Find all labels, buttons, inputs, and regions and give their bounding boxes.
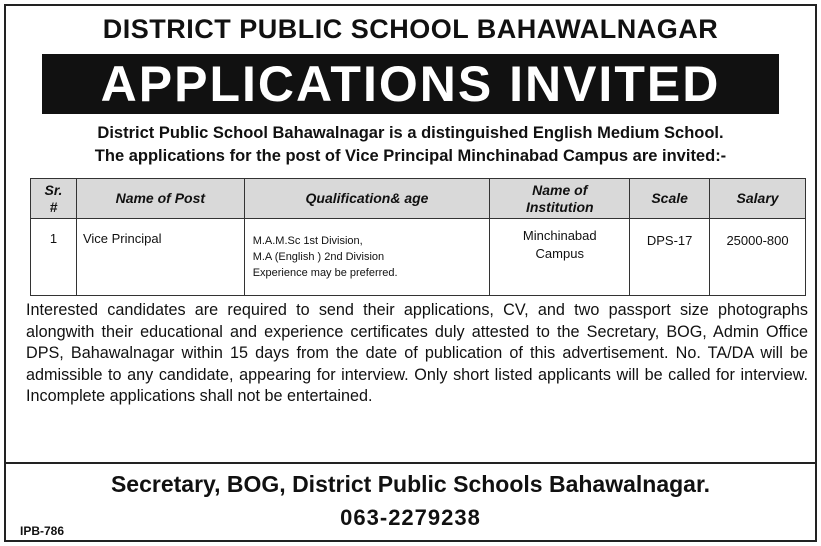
cell-scale: DPS-17: [630, 219, 710, 296]
phone-number: 063-2279238: [340, 505, 481, 530]
column-header-qualification: Qualification& age: [244, 179, 490, 219]
qualification-line-3: Experience may be preferred.: [252, 267, 398, 279]
column-header-institution: [490, 179, 630, 219]
applications-invited-banner: APPLICATIONS INVITED: [42, 54, 779, 114]
intro-line-1: District Public School Bahawalnagar is a distinguished English Medium School.: [97, 124, 724, 142]
intro-text: [6, 122, 815, 168]
instructions-paragraph: Interested candidates are required to send their applications, CV, and two passport size photographs alongwith their educational and experience certificates duly attested to the Secretary, BOG, Admin Office DPS, Bahawalnagar within 15 days from the date of publication of this advertisement. No. TA/DA will be admissible to any candidate, appearing for interview. Only short listed applicants will be called for interview. Incomplete applications shall not be entertained.: [26, 301, 808, 406]
qualification-line-2: M.A (English ) 2nd Division: [252, 251, 385, 263]
column-header-sr-line-1: Sr.: [44, 181, 63, 198]
institution-line-1: Minchinabad: [522, 228, 597, 243]
school-name-heading: DISTRICT PUBLIC SCHOOL BAHAWALNAGAR: [102, 14, 719, 44]
table-header-row: [31, 179, 806, 219]
cell-institution: [490, 219, 630, 296]
qualification-line-1: M.A.M.Sc 1st Division,: [252, 235, 363, 247]
cell-sr: 1: [31, 219, 77, 296]
signature-line: Secretary, BOG, District Public Schools Bahawalnagar.: [110, 471, 711, 497]
advertisement-frame: [4, 4, 817, 542]
cell-post: Vice Principal: [76, 219, 244, 296]
column-header-institution-line-2: Institution: [525, 198, 594, 215]
table-row: [31, 219, 806, 296]
institution-line-2: Campus: [535, 246, 584, 261]
column-header-scale: Scale: [630, 179, 710, 219]
intro-line-2: The applications for the post of Vice Principal Minchinabad Campus are invited:-: [94, 147, 727, 165]
column-header-salary: Salary: [710, 179, 806, 219]
footer-divider: [6, 462, 815, 464]
cell-qualification: [244, 219, 490, 296]
column-header-sr-line-2: #: [49, 198, 58, 215]
column-header-post: Name of Post: [76, 179, 244, 219]
posts-table: [30, 178, 806, 296]
ipb-code: IPB-786: [20, 524, 65, 538]
cell-salary: 25000-800: [710, 219, 806, 296]
column-header-institution-line-1: Name of: [532, 181, 588, 198]
column-header-sr: [31, 179, 77, 219]
